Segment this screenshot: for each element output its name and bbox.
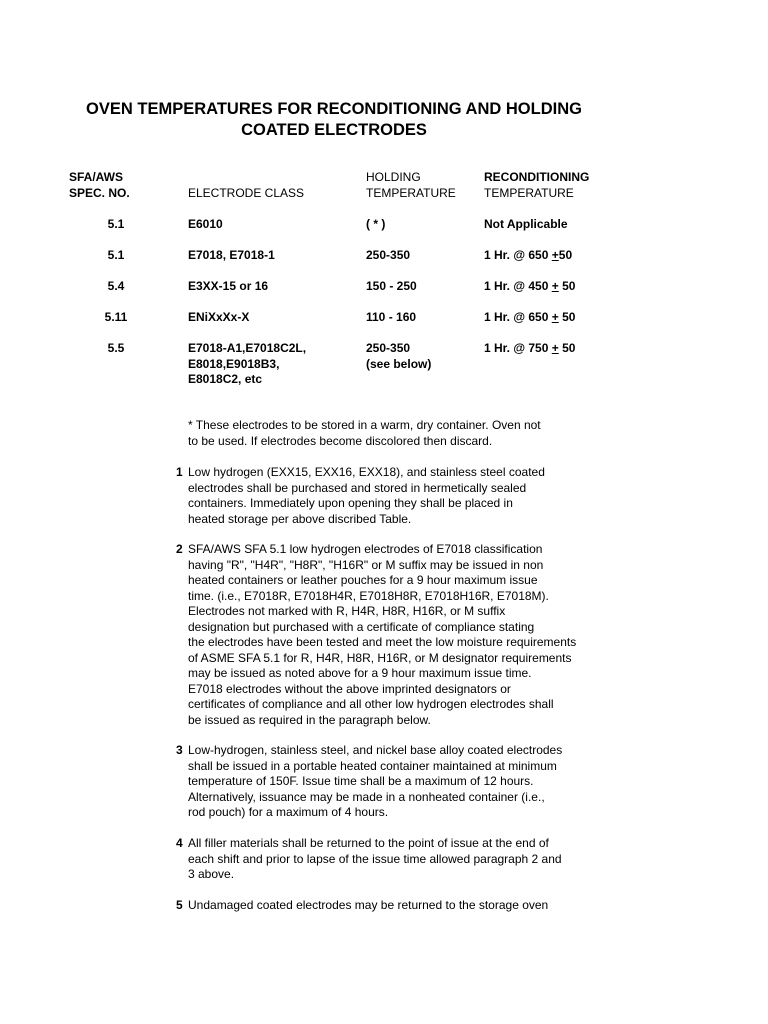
row-holding-temp-line-2: (see below) (366, 357, 432, 371)
plus-minus-sign: + (551, 310, 559, 324)
recond-text: 1 Hr. @ 650 (484, 248, 552, 262)
row-spec: 5.4 (107, 279, 125, 293)
note-line: of ASME SFA 5.1 for R, H4R, H8R, H16R, or M designator requirements (188, 650, 572, 665)
note-number: 4 (176, 836, 183, 850)
note-line: to be used. If electrodes become discolored then discard. (188, 433, 493, 448)
document-title-line-1: OVEN TEMPERATURES FOR RECONDITIONING AND HOLDING (86, 100, 582, 118)
note-line: be issued as required in the paragraph below. (188, 712, 431, 727)
note-line: Low hydrogen (EXX15, EXX16, EXX18), and stainless steel coated (188, 465, 545, 479)
note-paragraph (188, 836, 608, 883)
note-number: 1 (176, 465, 183, 479)
row-holding-temp: 250-350 (366, 248, 411, 262)
note-line: designation but purchased with a certificate of compliance stating (188, 619, 535, 634)
note-line: time. (i.e., E7018R, E7018H4R, E7018H8R, E7018H16R, E7018M). (188, 588, 549, 603)
note-line: electrodes shall be purchased and stored in hermetically sealed (188, 480, 527, 495)
header-spec-line-2: SPEC. NO. (69, 186, 130, 200)
header-reconditioning-line-2: TEMPERATURE (484, 186, 574, 200)
note-line: containers. Immediately upon opening they shall be placed in (188, 496, 513, 510)
plus-minus-sign: + (551, 248, 559, 262)
note-line: Low-hydrogen, stainless steel, and nickel base alloy coated electrodes (188, 743, 563, 757)
note-number: 2 (176, 542, 183, 556)
note-line: having "R", "H4R", "H8R", "H16R" or M suffix may be issued in non (188, 557, 544, 572)
note-paragraph (188, 465, 608, 527)
header-spec-line-1: SFA/AWS (69, 170, 124, 184)
recond-tolerance: 50 (558, 310, 576, 324)
plus-minus-sign: + (551, 341, 559, 355)
note-line: SFA/AWS SFA 5.1 low hydrogen electrodes of E7018 classification (188, 542, 543, 556)
note-line: heated storage per above discribed Table. (188, 511, 412, 526)
header-reconditioning-line-1: RECONDITIONING (484, 170, 590, 184)
row-electrode-class: E3XX-15 or 16 (188, 279, 269, 293)
header-holding-line-2: TEMPERATURE (366, 186, 456, 200)
row-holding-temp: ( * ) (366, 217, 386, 231)
row-holding-temp: 110 - 160 (366, 310, 417, 324)
note-paragraph (188, 898, 608, 914)
note-paragraph (188, 743, 608, 821)
row-reconditioning-temp (484, 279, 575, 295)
note-line: certificates of compliance and all other low hydrogen electrodes shall (188, 697, 554, 711)
recond-tolerance: 50 (558, 248, 573, 262)
note-line: may be issued as noted above for a 9 hour maximum issue time. (188, 666, 532, 680)
row-holding-temp-line-1: 250-350 (366, 341, 411, 355)
star-note (188, 418, 608, 449)
note-line: heated containers or leather pouches for a 9 hour maximum issue (188, 573, 538, 587)
note-line: each shift and prior to lapse of the issue time allowed paragraph 2 and (188, 851, 562, 866)
row-electrode-class-line-1: E7018-A1,E7018C2L, (188, 341, 307, 355)
recond-text: 1 Hr. @ 450 (484, 279, 552, 293)
row-electrode-class: E7018, E7018-1 (188, 248, 275, 262)
note-line: rod pouch) for a maximum of 4 hours. (188, 805, 389, 819)
row-electrode-class: E6010 (188, 217, 223, 231)
note-line: temperature of 150F. Issue time shall be a maximum of 12 hours. (188, 774, 534, 788)
note-line: Undamaged coated electrodes may be returned to the storage oven (188, 898, 549, 912)
row-reconditioning-temp (484, 248, 572, 264)
note-paragraph (188, 542, 608, 728)
header-electrode-class: ELECTRODE CLASS (188, 186, 305, 200)
recond-tolerance: 50 (558, 341, 576, 355)
note-line: All filler materials shall be returned to the point of issue at the end of (188, 836, 549, 850)
note-line: 3 above. (188, 867, 235, 881)
row-electrode-class: ENiXxXx-X (188, 310, 250, 324)
header-holding-line-1: HOLDING (366, 170, 421, 184)
note-line: E7018 electrodes without the above imprinted designators or (188, 681, 511, 696)
plus-minus-sign: + (551, 279, 559, 293)
recond-text: 1 Hr. @ 650 (484, 310, 552, 324)
row-spec: 5.11 (104, 310, 128, 324)
note-number: 5 (176, 898, 183, 912)
row-reconditioning-temp (484, 310, 575, 326)
note-line: the electrodes have been tested and meet the low moisture requirements (188, 635, 577, 649)
note-line: * These electrodes to be stored in a warm, dry container. Oven not (188, 418, 541, 432)
row-spec: 5.5 (107, 341, 125, 355)
note-line: Alternatively, issuance may be made in a nonheated container (i.e., (188, 789, 545, 804)
row-holding-temp: 150 - 250 (366, 279, 417, 293)
note-line: shall be issued in a portable heated container maintained at minimum (188, 758, 557, 773)
recond-tolerance: 50 (558, 279, 576, 293)
recond-text: Not Applicable (484, 217, 568, 231)
note-line: Electrodes not marked with R, H4R, H8R, H16R, or M suffix (188, 604, 506, 618)
recond-text: 1 Hr. @ 750 (484, 341, 552, 355)
row-reconditioning-temp (484, 217, 568, 233)
row-reconditioning-temp (484, 341, 575, 357)
row-electrode-class-line-3: E8018C2, etc (188, 372, 263, 386)
row-spec: 5.1 (107, 248, 125, 262)
row-electrode-class-line-2: E8018,E9018B3, (188, 357, 280, 371)
note-number: 3 (176, 743, 183, 757)
document-title-line-2: COATED ELECTRODES (241, 121, 427, 139)
row-spec: 5.1 (107, 217, 125, 231)
